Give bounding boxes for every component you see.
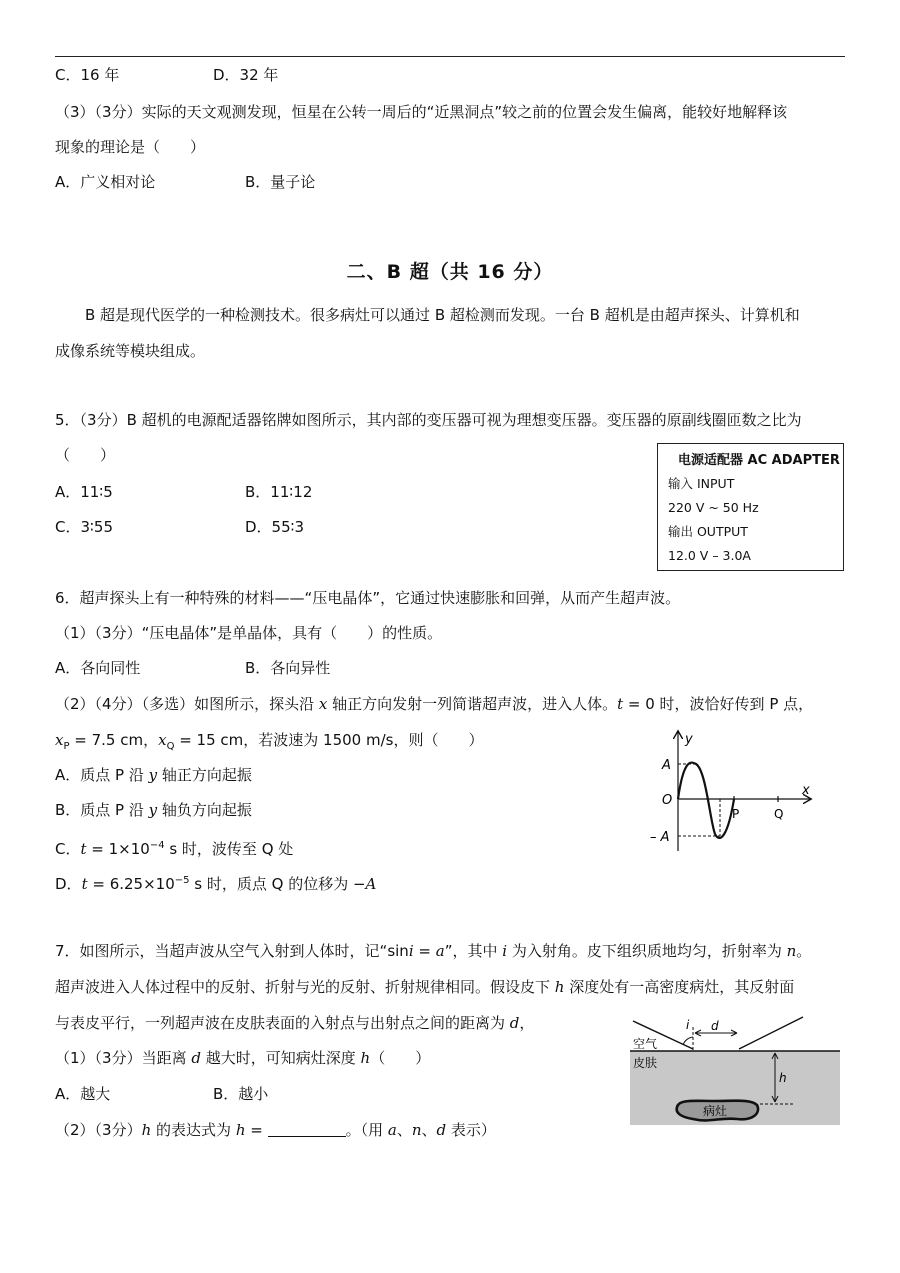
q5-option-a[interactable]: A．11∶5 bbox=[55, 483, 113, 501]
q7-1-option-b[interactable]: B．越小 bbox=[213, 1085, 269, 1103]
adapter-nameplate bbox=[657, 443, 844, 571]
nameplate-heading: 电源适配器 AC ADAPTER bbox=[678, 453, 840, 468]
q6-2-option-a[interactable]: A．质点 P 沿 y 轴正方向起振 bbox=[55, 766, 252, 784]
wave-x-label: x bbox=[802, 783, 810, 798]
q5-stem-line2: （ ） bbox=[55, 446, 116, 464]
q6-2-option-d[interactable]: D．$t = 6.25\times 10^{-5}$ s 时，质点 Q 的位移为 −A bbox=[55, 875, 377, 893]
q5-option-d[interactable]: D．55∶3 bbox=[245, 518, 305, 536]
wave-neg-amplitude-label: – A bbox=[650, 830, 670, 845]
depth-h-label: h bbox=[779, 1071, 787, 1085]
q4-3-stem-line1: （3）（3分）实际的天文观测发现，恒星在公转一周后的“近黑洞点”较之前的位置会发生偏离，能较好地解释该 bbox=[55, 103, 788, 121]
section-intro-line1: B 超是现代医学的一种检测技术。很多病灶可以通过 B 超检测而发现。一台 B 超机是由超声探头、计算机和 bbox=[85, 306, 800, 324]
q6-2-option-c[interactable]: C．$t = 1\times 10^{-4}$ s 时，波传至 Q 处 bbox=[55, 840, 294, 858]
q4-option-d[interactable]: D．32 年 bbox=[213, 66, 279, 84]
nameplate-output-value: 12.0 V – 3.0A bbox=[668, 548, 751, 563]
q4-3-stem-line2: 现象的理论是（ ） bbox=[55, 138, 206, 156]
answer-blank[interactable] bbox=[268, 1122, 346, 1137]
q6-1-stem: （1）（3分）“压电晶体”是单晶体，具有（ ）的性质。 bbox=[55, 624, 443, 642]
section-title: 二、B 超（共 16 分） bbox=[346, 261, 554, 283]
section-intro-line2: 成像系统等模块组成。 bbox=[55, 342, 206, 360]
q6-2-option-b[interactable]: B．质点 P 沿 y 轴负方向起振 bbox=[55, 801, 252, 819]
q5-option-b[interactable]: B．11∶12 bbox=[245, 483, 313, 501]
distance-d-label: d bbox=[711, 1019, 719, 1033]
q6-2-stem-line2: $x_P = 7.5$ cm，$x_Q = 15$ cm，若波速为 1500 m/s，则（ ） bbox=[55, 731, 484, 752]
wave-point-p-label: P bbox=[732, 807, 740, 821]
q7-stem-line1: 7．如图所示，当超声波从空气入射到人体时，记“sini = a”，其中 i 为入射角。皮下组织质地均匀，折射率为 n。 bbox=[55, 942, 812, 960]
q6-1-option-b[interactable]: B．各向异性 bbox=[245, 659, 331, 677]
q7-stem-line2: 超声波进入人体过程中的反射、折射与光的反射、折射规律相同。假设皮下 h 深度处有一高密度病灶，其反射面 bbox=[55, 978, 795, 996]
q6-1-option-a[interactable]: A．各向同性 bbox=[55, 659, 141, 677]
lesion-label: 病灶 bbox=[703, 1104, 728, 1118]
air-label: 空气 bbox=[633, 1037, 658, 1051]
wave-amplitude-label: A bbox=[662, 758, 671, 773]
wave-origin-label: O bbox=[662, 793, 673, 808]
nameplate-input-value: 220 V ~ 50 Hz bbox=[668, 500, 759, 515]
q4-option-c[interactable]: C．16 年 bbox=[55, 66, 120, 84]
outgoing-ray bbox=[739, 1017, 803, 1049]
top-rule bbox=[55, 56, 845, 57]
q7-stem-line3: 与表皮平行，一列超声波在皮肤表面的入射点与出射点之间的距离为 d， bbox=[55, 1014, 535, 1032]
wave-point-q-label: Q bbox=[774, 807, 784, 821]
q7-1-option-a[interactable]: A．越大 bbox=[55, 1085, 111, 1103]
nameplate-input-label: 输入 INPUT bbox=[668, 476, 735, 491]
wave-curve bbox=[678, 763, 734, 838]
q7-2-stem: （2）（3分）h 的表达式为 h = 。（用 a、n、d 表示） bbox=[55, 1121, 496, 1139]
wave-y-label: y bbox=[685, 732, 693, 747]
nameplate-output-label: 输出 OUTPUT bbox=[668, 524, 748, 539]
incidence-angle-arc bbox=[683, 1037, 693, 1045]
q4-3-option-b[interactable]: B．量子论 bbox=[245, 173, 316, 191]
q5-stem-line1: 5．（3分）B 超机的电源配适器铭牌如图所示，其内部的变压器可视为理想变压器。变压器的原副线圈匝数之比为 bbox=[55, 411, 802, 429]
wave-diagram bbox=[640, 726, 820, 856]
ultrasound-reflection-diagram bbox=[625, 1015, 850, 1127]
q4-3-option-a[interactable]: A．广义相对论 bbox=[55, 173, 156, 191]
angle-i-label: i bbox=[686, 1018, 690, 1032]
q7-1-stem: （1）（3分）当距离 d 越大时，可知病灶深度 h（ ） bbox=[55, 1049, 431, 1067]
q6-2-stem-line1: （2）（4分）（多选）如图所示，探头沿 x 轴正方向发射一列简谐超声波，进入人体。t = 0 时，波恰好传到 P 点， bbox=[55, 695, 814, 713]
q5-option-c[interactable]: C．3∶55 bbox=[55, 518, 114, 536]
q6-stem: 6．超声探头上有一种特殊的材料——“压电晶体”，它通过快速膨胀和回弹，从而产生超声波。 bbox=[55, 589, 681, 607]
skin-label: 皮肤 bbox=[633, 1056, 658, 1070]
